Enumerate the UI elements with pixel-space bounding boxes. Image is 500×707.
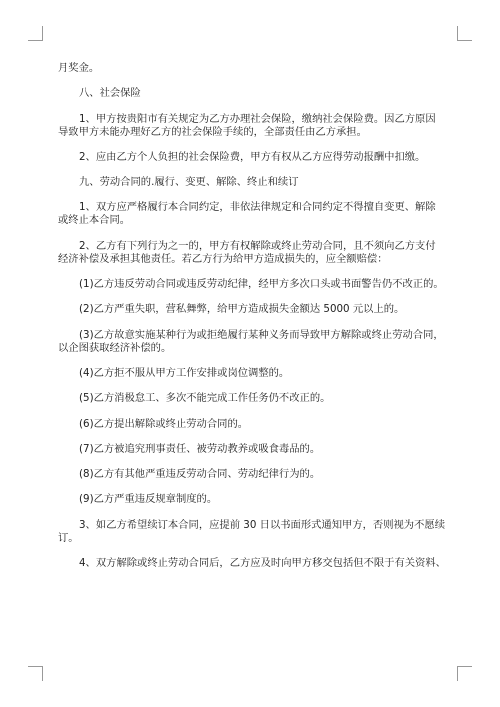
crop-mark-top-left [28, 26, 43, 41]
text-line: 经济补偿及承担其他责任。若乙方行为给甲方造成损失的，应全额赔偿： [58, 252, 388, 265]
text-line: 九、劳动合同的.履行、变更、解除、终止和续订 [79, 176, 299, 189]
document-body [58, 62, 450, 570]
text-line: 八、社会保险 [79, 87, 141, 100]
text-line: 2、乙方有下列行为之一的，甲方有权解除或终止劳动合同，且不须向乙方支付 [79, 239, 436, 252]
text-line: (5)乙方消极怠工、多次不能完成工作任务仍不改正的。 [79, 392, 331, 405]
text-line: (8)乙方有其他严重违反劳动合同、劳动纪律行为的。 [79, 468, 321, 481]
text-line: 订。 [58, 531, 79, 544]
text-line: 1、甲方按贵阳市有关规定为乙方办理社会保险，缴纳社会保险费。因乙方原因 [79, 112, 436, 125]
text-line: 月奖金。 [58, 62, 100, 74]
text-line: 2、应由乙方个人负担的社会保险费，甲方有权从乙方应得劳动报酬中扣缴。 [79, 150, 426, 163]
text-line: 或终止本合同。 [58, 214, 131, 227]
text-line: 导致甲方未能办理好乙方的社会保险手续的，全部责任由乙方承担。 [58, 125, 367, 138]
crop-mark-top-right [457, 26, 472, 41]
text-line: (6)乙方提出解除或终止劳动合同的。 [79, 417, 249, 430]
crop-mark-bottom-right [457, 666, 472, 681]
crop-mark-bottom-left [28, 666, 43, 681]
text-line: (1)乙方违反劳动合同或违反劳动纪律，经甲方多次口头或书面警告仍不改正的。 [79, 278, 444, 291]
text-line: 1、双方应严格履行本合同约定，非依法律规定和合同约定不得擅自变更、解除 [79, 201, 436, 214]
text-line: (4)乙方拒不服从甲方工作安排或岗位调整的。 [79, 366, 290, 379]
text-line: (3)乙方故意实施某种行为或拒绝履行某种义务而导致甲方解除或终止劳动合同， [79, 328, 444, 341]
text-line: (2)乙方严重失职，营私舞弊，给甲方造成损失金额达 5000 元以上的。 [79, 303, 405, 316]
text-line: 3、如乙方希望续订本合同，应提前 30 日以书面形式通知甲方，否则视为不愿续 [79, 518, 445, 531]
text-line: (7)乙方被追究刑事责任、被劳动教养或吸食毒品的。 [79, 442, 321, 455]
text-line: 4、双方解除或终止劳动合同后，乙方应及时向甲方移交包括但不限于有关资料、 [79, 557, 446, 570]
text-line: (9)乙方严重违反规章制度的。 [79, 493, 218, 506]
text-line: 以企图获取经济补偿的。 [58, 341, 172, 354]
